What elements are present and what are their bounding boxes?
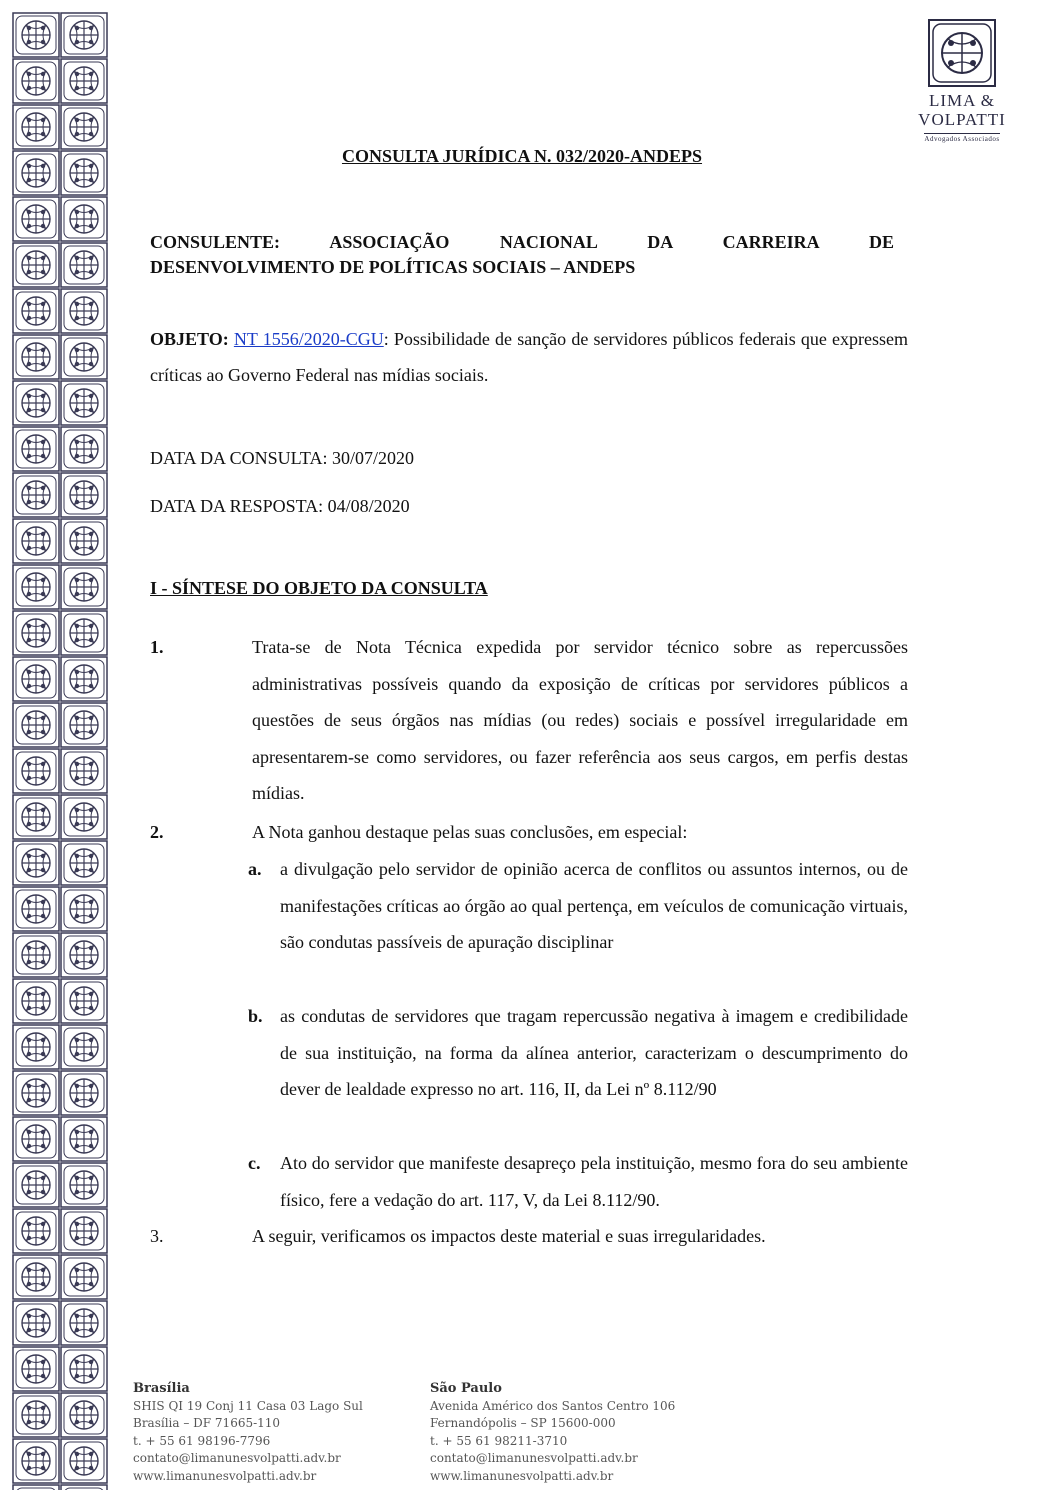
subitem-text: as condutas de servidores que tragam repercussão negativa à imagem e credibilidade de sua instituição, na forma da alínea anterior, caracterizam o descumprimento do dever de lealdade expresso no art. 116, II, da Lei nº 8.112/90 — [280, 1006, 908, 1099]
subitem-text: Ato do servidor que manifeste desapreço pela instituição, mesmo fora do seu ambiente físico, fere a vedação do art. 117, V, da Lei 8.112/90. — [280, 1153, 908, 1210]
footer-address: Avenida Américo dos Santos Centro 106 — [430, 1398, 676, 1413]
footer-city: São Paulo — [430, 1381, 502, 1396]
item-text: A seguir, verificamos os impactos deste material e suas irregularidades. — [252, 1226, 766, 1246]
logo-line2: VOLPATTI — [918, 110, 1006, 129]
footer-brasilia — [133, 1380, 363, 1485]
footer-city: Brasília — [133, 1381, 190, 1396]
subitem-letter: c. — [248, 1153, 261, 1173]
logo-subtitle: Advogados Associados — [924, 135, 1000, 143]
consulente-block — [150, 230, 894, 280]
footer-site: www.limanunesvolpatti.adv.br — [133, 1468, 317, 1483]
objeto-label: OBJETO: — [150, 329, 229, 349]
footer-site: www.limanunesvolpatti.adv.br — [430, 1468, 614, 1483]
item-number: 2. — [150, 822, 164, 842]
item-text: Trata-se de Nota Técnica expedida por servidor técnico sobre as repercussões administrativas possíveis quando da exposição de críticas por servidores públicos a questões de seus órgãos nas mídias (ou redes) sociais e possível irregularidade em apresentarem-se como servidores, ou fazer referência aos seus cargos, em perfis destas mídias. — [252, 637, 908, 803]
footer-city-line: Brasília – DF 71665-110 — [133, 1416, 281, 1430]
logo-line1: LIMA & — [929, 91, 995, 110]
section-title: I - SÍNTESE DO OBJETO DA CONSULTA — [150, 578, 488, 598]
consulente-line2: DESENVOLVIMENTO DE POLÍTICAS SOCIAIS – ANDEPS — [150, 257, 636, 277]
footer-email: contato@limanunesvolpatti.adv.br — [430, 1451, 638, 1465]
data-consulta: DATA DA CONSULTA: 30/07/2020 — [150, 448, 414, 468]
consulente-line1: CONSULENTE: ASSOCIAÇÃO NACIONAL DA CARREIRA DE — [150, 232, 894, 252]
item-number: 1. — [150, 637, 164, 657]
objeto-paragraph — [150, 321, 908, 393]
footer-phone: t. + 55 61 98211-3710 — [430, 1433, 568, 1448]
subitem-text: a divulgação pelo servidor de opinião acerca de conflitos ou assuntos internos, ou de manifestações críticas ao órgão ao qual pertença, em veículos de comunicação virtuais, são condutas passíveis de apuração disciplinar — [280, 859, 908, 952]
logo-emblem-icon — [919, 18, 1005, 90]
footer-phone: t. + 55 61 98196-7796 — [133, 1433, 271, 1448]
footer-email: contato@limanunesvolpatti.adv.br — [133, 1451, 341, 1465]
footer-city-line: Fernandópolis – SP 15600-000 — [430, 1416, 616, 1430]
data-resposta: DATA DA RESPOSTA: 04/08/2020 — [150, 496, 410, 516]
objeto-link[interactable]: NT 1556/2020-CGU — [233, 329, 384, 349]
item-text: A Nota ganhou destaque pelas suas conclusões, em especial: — [252, 822, 688, 842]
document-title: CONSULTA JURÍDICA N. 032/2020-ANDEPS — [341, 146, 703, 166]
firm-logo — [888, 18, 1036, 146]
item-number: 3. — [150, 1226, 164, 1246]
subitem-letter: b. — [248, 1006, 263, 1026]
decorative-border-pattern — [12, 12, 108, 1490]
subitem-letter: a. — [248, 859, 262, 879]
footer-address: SHIS QI 19 Conj 11 Casa 03 Lago Sul — [133, 1398, 363, 1413]
objeto-text: : Possibilidade de sanção de servidores públicos federais que expressem críticas ao Governo Federal nas mídias sociais. — [150, 329, 909, 385]
footer-saopaulo — [430, 1380, 675, 1485]
